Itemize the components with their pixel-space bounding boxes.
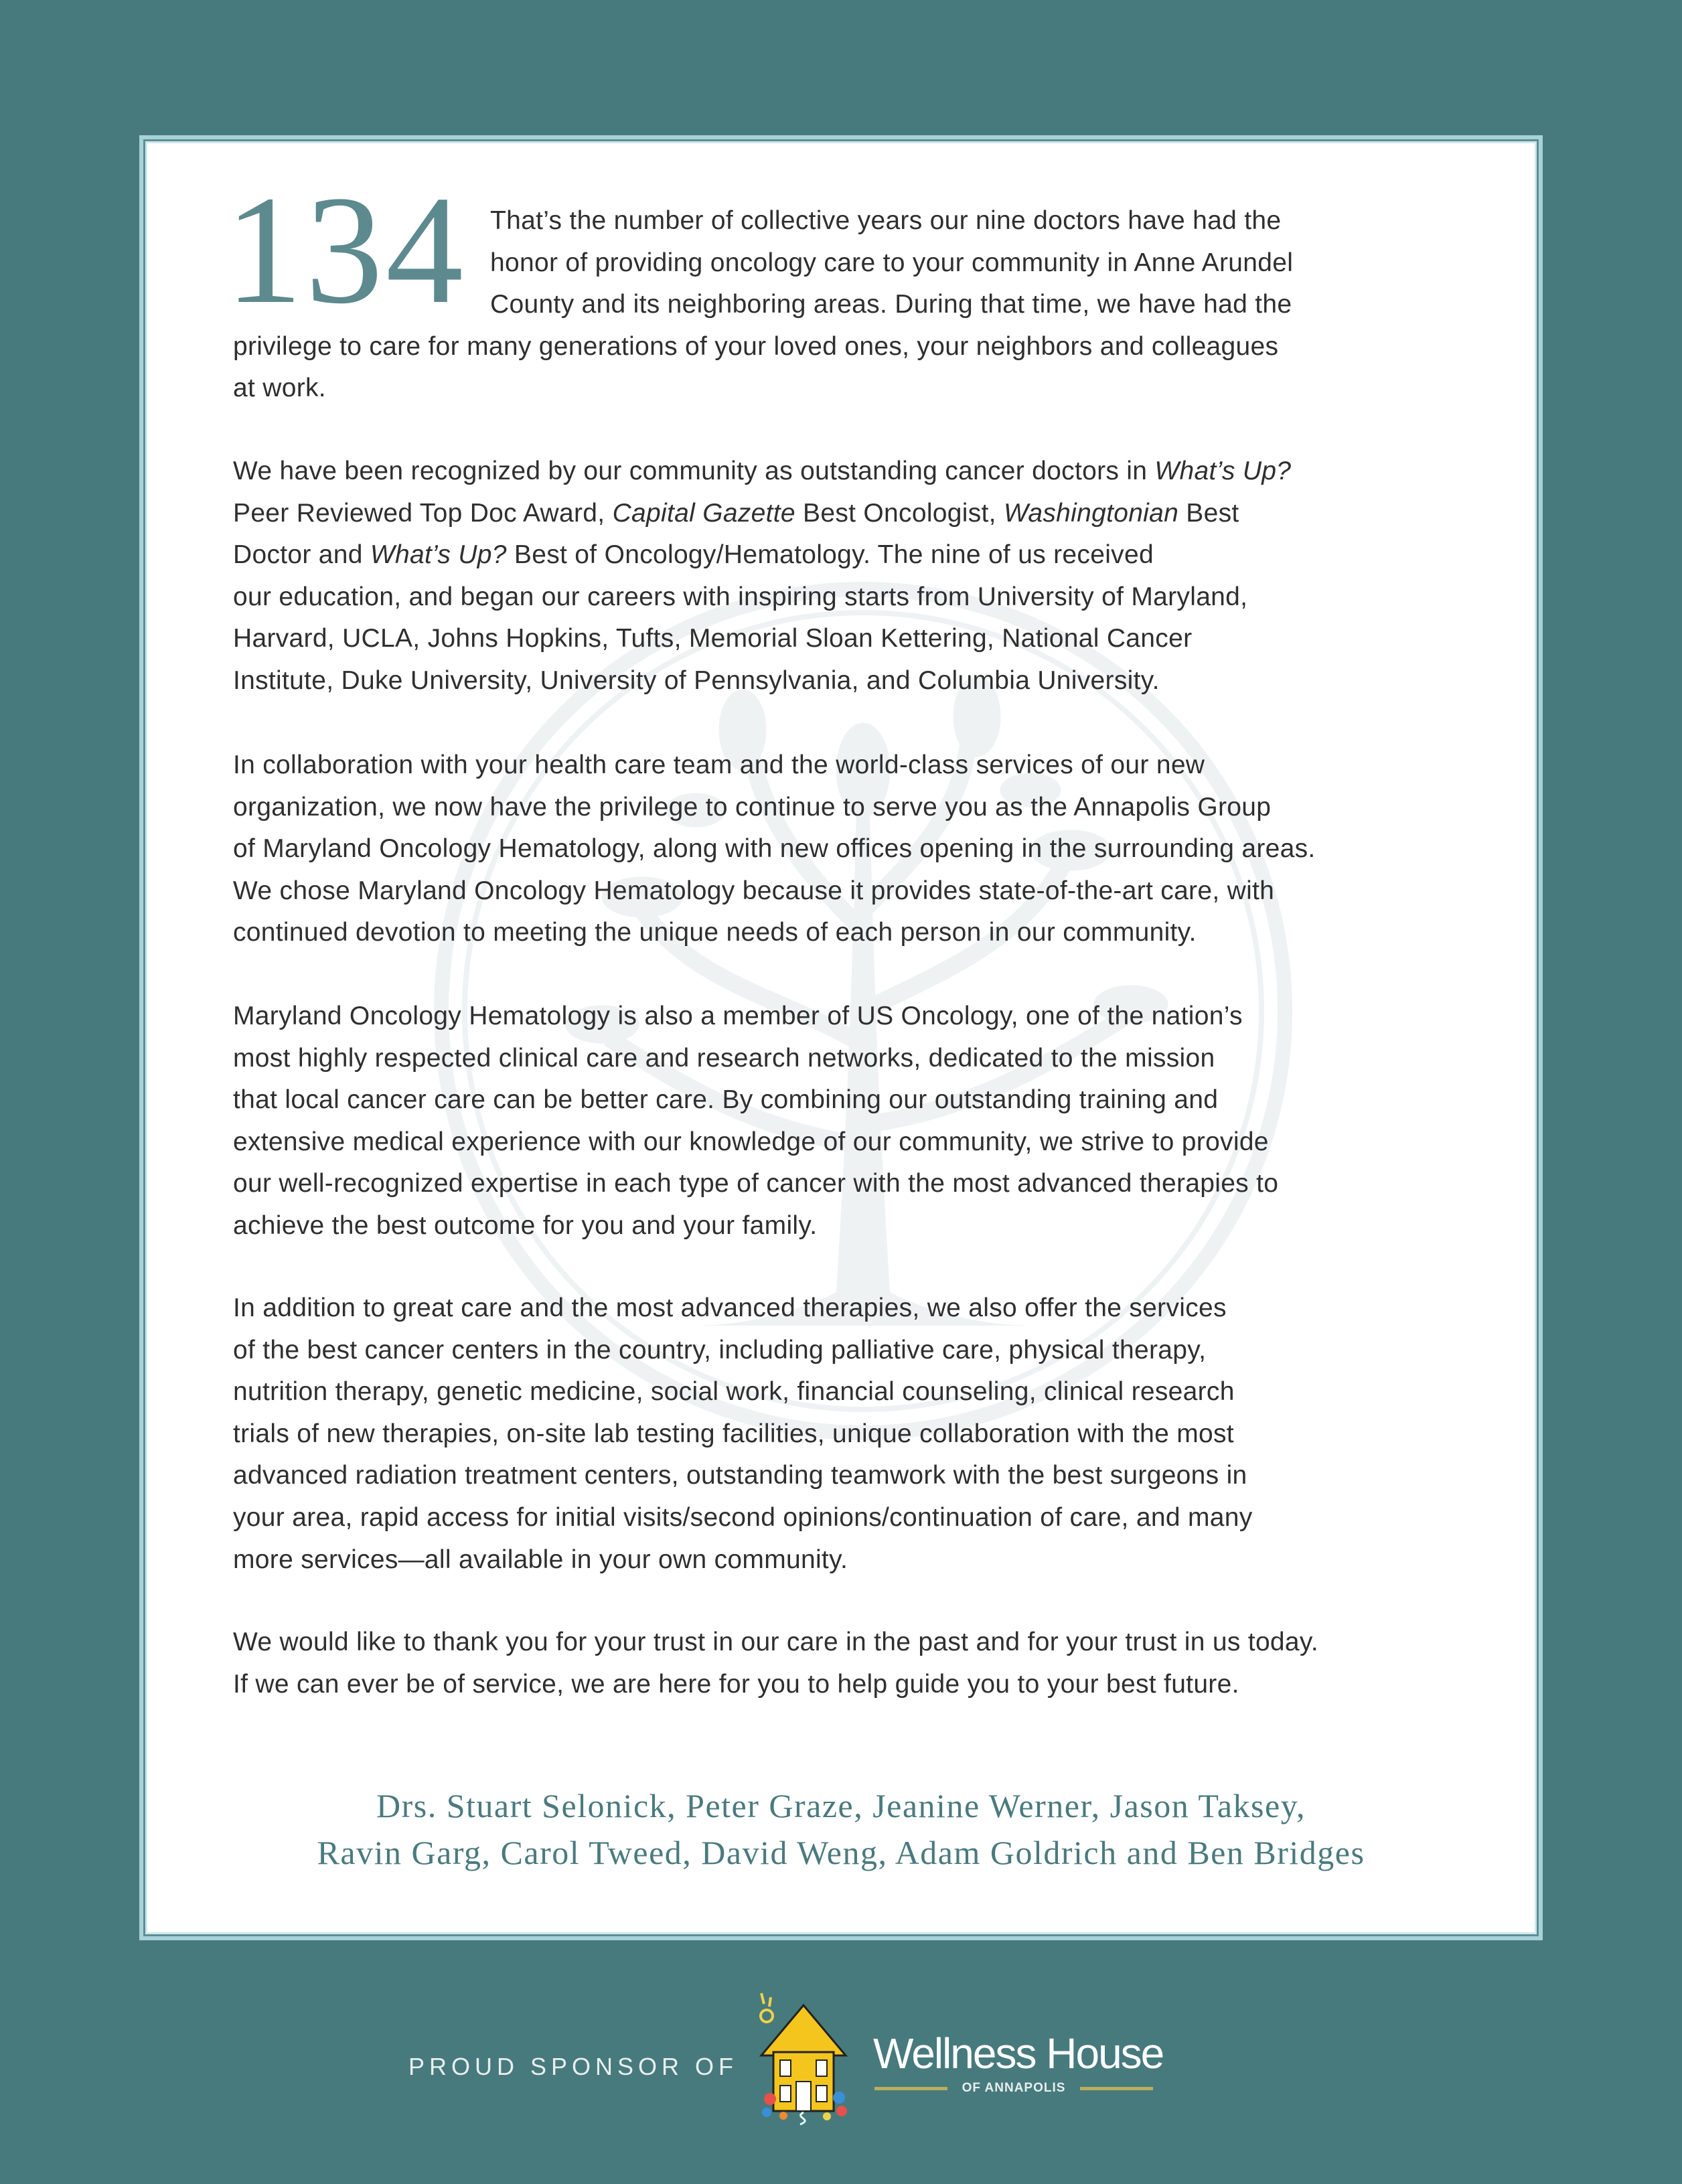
paragraph-5-line [233, 1421, 1234, 1447]
wellness-house-subtitle [874, 2081, 1153, 2096]
text-segment: most highly respected clinical care and research networks, dedicated to the mission [233, 1043, 1215, 1073]
gold-rule [874, 2087, 947, 2090]
paragraph-4-line [233, 1087, 1218, 1113]
publication-name: Washingtonian [1003, 498, 1179, 528]
big-number-134: 134 [225, 164, 466, 336]
paragraph-3-line [233, 752, 1205, 778]
tree-watermark-icon [147, 143, 1539, 1936]
text-segment: nutrition therapy, genetic medicine, social work, financial counseling, clinical research [233, 1377, 1235, 1407]
publication-name: Capital Gazette [612, 498, 795, 528]
paragraph-4-line [233, 1129, 1269, 1155]
paragraph-5-line [233, 1379, 1235, 1405]
letter-paper [145, 141, 1537, 1934]
text-segment: that local cancer care can be better care. By combining our outstanding training and [233, 1085, 1219, 1115]
paragraph-2-line [233, 668, 1160, 694]
paragraph-1-line [490, 208, 1281, 234]
paragraph-1-line [233, 333, 1278, 360]
paragraph-5-line [233, 1547, 848, 1573]
publication-name: What’s Up? [370, 540, 507, 570]
text-segment: extensive medical experience with our knowledge of our community, we strive to provide [233, 1127, 1269, 1156]
text-segment: more services—all available in your own community. [233, 1545, 848, 1574]
paragraph-3-line [233, 919, 1197, 945]
paragraph-2-line [233, 500, 1239, 526]
text-segment: of the best cancer centers in the country, including palliative care, physical therapy, [233, 1335, 1207, 1364]
text-segment: If we can ever be of service, we are here for you to help guide you to your best future. [233, 1669, 1239, 1699]
text-segment: Best of Oncology/Hematology. The nine of us received [506, 540, 1154, 570]
text-segment: We chose Maryland Oncology Hematology because it provides state-of-the-art care, with [233, 876, 1275, 905]
paragraph-2-line [233, 584, 1247, 610]
text-segment: your area, rapid access for initial visits/second opinions/continuation of care, and many [233, 1503, 1253, 1532]
publication-name: What’s Up? [1154, 457, 1292, 485]
text-segment: County and its neighboring areas. During that time, we have had the [490, 290, 1292, 319]
text-segment: Maryland Oncology Hematology is also a member of US Oncology, one of the nation’s [233, 1002, 1243, 1030]
wellness-house-name: Wellness House [873, 2029, 1164, 2078]
wellness-house-location: OF ANNAPOLIS [962, 2081, 1066, 2095]
text-segment: Doctor and [233, 540, 370, 570]
text-segment: Peer Reviewed Top Doc Award, [233, 498, 613, 528]
text-segment: honor of providing oncology care to your community in Anne Arundel [490, 248, 1294, 277]
text-segment: of Maryland Oncology Hematology, along with new offices opening in the surrounding areas. [233, 834, 1316, 864]
paragraph-3-line [233, 878, 1274, 904]
paragraph-2-line [233, 458, 1291, 484]
text-segment: In addition to great care and the most advanced therapies, we also offer the services [233, 1294, 1227, 1322]
paragraph-1-line [490, 291, 1292, 317]
text-segment: We would like to thank you for your trust in our care in the past and for your trust in us today. [233, 1628, 1318, 1656]
text-segment: advanced radiation treatment centers, outstanding teamwork with the best surgeons in [233, 1461, 1247, 1490]
gold-rule [1080, 2087, 1153, 2090]
text-segment: trials of new therapies, on-site lab testing facilities, unique collaboration with the most [233, 1419, 1234, 1448]
sponsor-label: PROUD SPONSOR OF [408, 2053, 739, 2080]
text-segment: privilege to care for many generations of your loved ones, your neighbors and colleagues [233, 331, 1279, 361]
wellness-house-logo-icon [753, 1992, 854, 2126]
text-segment: Best [1178, 498, 1239, 528]
paragraph-4-line [233, 1045, 1215, 1071]
text-segment: That’s the number of collective years our nine doctors have had the [490, 206, 1282, 235]
paragraph-2-line [233, 625, 1192, 651]
signature-line-2: Ravin Garg, Carol Tweed, David Weng, Adam Goldrich and Ben Bridges [317, 1834, 1365, 1871]
paragraph-2-line [233, 542, 1154, 568]
text-segment: our well-recognized expertise in each type of cancer with the most advanced therapies to [233, 1169, 1279, 1198]
text-segment: at work. [233, 374, 326, 403]
paragraph-5-line [233, 1462, 1247, 1488]
paragraph-5-line [233, 1504, 1253, 1531]
paragraph-4-line [233, 1170, 1278, 1196]
paragraph-3-line [233, 794, 1271, 820]
text-segment: continued devotion to meeting the unique needs of each person in our community. [233, 918, 1197, 947]
paragraph-3-line [233, 836, 1316, 862]
paragraph-4-line [233, 1213, 817, 1239]
text-segment: achieve the best outcome for you and your family. [233, 1211, 818, 1240]
text-segment: We have been recognized by our community as outstanding cancer doctors in [233, 457, 1155, 485]
paragraph-5-line [233, 1337, 1206, 1363]
text-segment: Best Oncologist, [795, 498, 1004, 528]
text-segment: Harvard, UCLA, Johns Hopkins, Tufts, Memorial Sloan Kettering, National Cancer [233, 624, 1193, 653]
paragraph-1-line [233, 375, 326, 401]
text-segment: our education, and began our careers with inspiring starts from University of Maryland, [233, 582, 1248, 611]
signature-line-1: Drs. Stuart Selonick, Peter Graze, Jeanine Werner, Jason Taksey, [376, 1787, 1306, 1824]
text-segment: Institute, Duke University, University of Pennsylvania, and Columbia University. [233, 666, 1160, 695]
text-segment: organization, we now have the privilege to continue to serve you as the Annapolis Group [233, 792, 1272, 822]
paragraph-4-line [233, 1003, 1243, 1029]
paragraph-5-line [233, 1295, 1227, 1321]
paragraph-6-line [233, 1671, 1239, 1697]
text-segment: In collaboration with your health care team and the world-class services of our new [233, 751, 1205, 779]
paragraph-1-line [490, 250, 1293, 276]
paragraph-6-line [233, 1629, 1318, 1655]
